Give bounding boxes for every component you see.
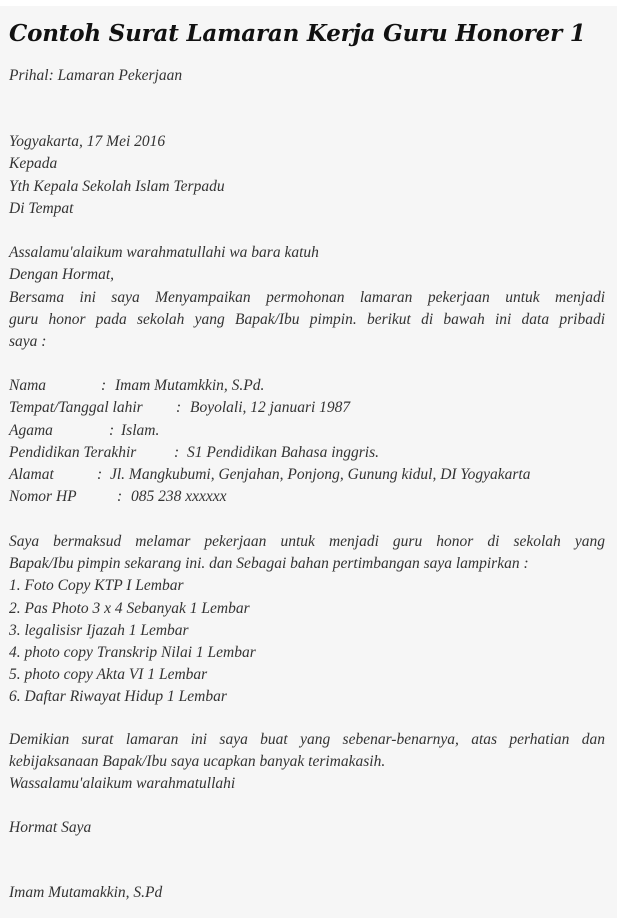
subject-line: Prihal: Lamaran Pekerjaan: [9, 67, 183, 84]
greeting: Assalamu'alaikum warahmatullahi wa bara katuh: [9, 244, 319, 261]
purpose-line-2: Bapak/Ibu pimpin sekarang ini. dan Sebagai bahan pertimbangan saya lampirkan :: [9, 555, 529, 572]
signature-name: Imam Mutamakkin, S.Pd: [9, 884, 163, 901]
field-label: Pendidikan Terakhir: [9, 444, 137, 461]
attachment-item-4: 4. photo copy Transkrip Nilai 1 Lembar: [9, 644, 256, 661]
field-value: S1 Pendidikan Bahasa inggris.: [187, 444, 380, 461]
field-separator: :: [97, 466, 103, 483]
field-label: Tempat/Tanggal lahir: [9, 399, 143, 416]
page-title: Contoh Surat Lamaran Kerja Guru Honorer 1: [9, 20, 586, 47]
field-value: 085 238 xxxxxx: [131, 488, 227, 505]
farewell: Wassalamu'alaikum warahmatullahi: [9, 775, 236, 792]
intro-line-1: Bersama ini saya Menyampaikan permohonan lamaran pekerjaan untuk menjadi: [9, 289, 605, 306]
field-value: Imam Mutamkkin, S.Pd.: [115, 377, 265, 394]
place-date: Yogyakarta, 17 Mei 2016: [9, 133, 166, 150]
attachment-item-5: 5. photo copy Akta VI 1 Lembar: [9, 666, 208, 683]
field-label: Nomor HP: [9, 488, 77, 505]
attachment-item-2: 2. Pas Photo 3 x 4 Sebanyak 1 Lembar: [9, 600, 250, 617]
intro-line-3: saya :: [9, 333, 47, 350]
intro-line-2: guru honor pada sekolah yang Bapak/Ibu pimpin. berikut di bawah ini data pribadi: [9, 311, 605, 328]
field-separator: :: [109, 422, 115, 439]
field-agama: [9, 420, 159, 442]
field-label: Agama: [9, 422, 53, 439]
closing-line-2: kebijaksanaan Bapak/Ibu saya ucapkan banyak terimakasih.: [9, 753, 386, 770]
purpose-line-1: Saya bermaksud melamar pekerjaan untuk menjadi guru honor di sekolah yang: [9, 533, 605, 550]
salutation: Dengan Hormat,: [9, 266, 115, 283]
sign-off: Hormat Saya: [9, 819, 92, 836]
field-nomor-hp: [9, 486, 227, 508]
field-separator: :: [117, 488, 123, 505]
field-value: Islam.: [121, 422, 160, 439]
field-label: Nama: [9, 377, 47, 394]
field-label: Alamat: [9, 466, 54, 483]
field-separator: :: [101, 377, 107, 394]
attachment-item-1: 1. Foto Copy KTP I Lembar: [9, 577, 184, 594]
recipient-line-2: Yth Kepala Sekolah Islam Terpadu: [9, 178, 225, 195]
field-pendidikan-terakhir: [9, 442, 379, 464]
attachment-item-3: 3. legalisisr Ijazah 1 Lembar: [9, 622, 189, 639]
field-nama: [9, 375, 264, 397]
field-tempat-tanggal-lahir: [9, 397, 350, 419]
field-alamat: [9, 464, 530, 486]
recipient-line-3: Di Tempat: [9, 200, 74, 217]
attachment-item-6: 6. Daftar Riwayat Hidup 1 Lembar: [9, 688, 227, 705]
recipient-line-1: Kepada: [9, 155, 58, 172]
field-separator: :: [174, 444, 180, 461]
field-value: Boyolali, 12 januari 1987: [190, 399, 351, 416]
closing-line-1: Demikian surat lamaran ini saya buat yang sebenar-benarnya, atas perhatian dan: [9, 731, 605, 748]
field-value: Jl. Mangkubumi, Genjahan, Ponjong, Gunung kidul, DI Yogyakarta: [110, 466, 531, 483]
field-separator: :: [176, 399, 182, 416]
